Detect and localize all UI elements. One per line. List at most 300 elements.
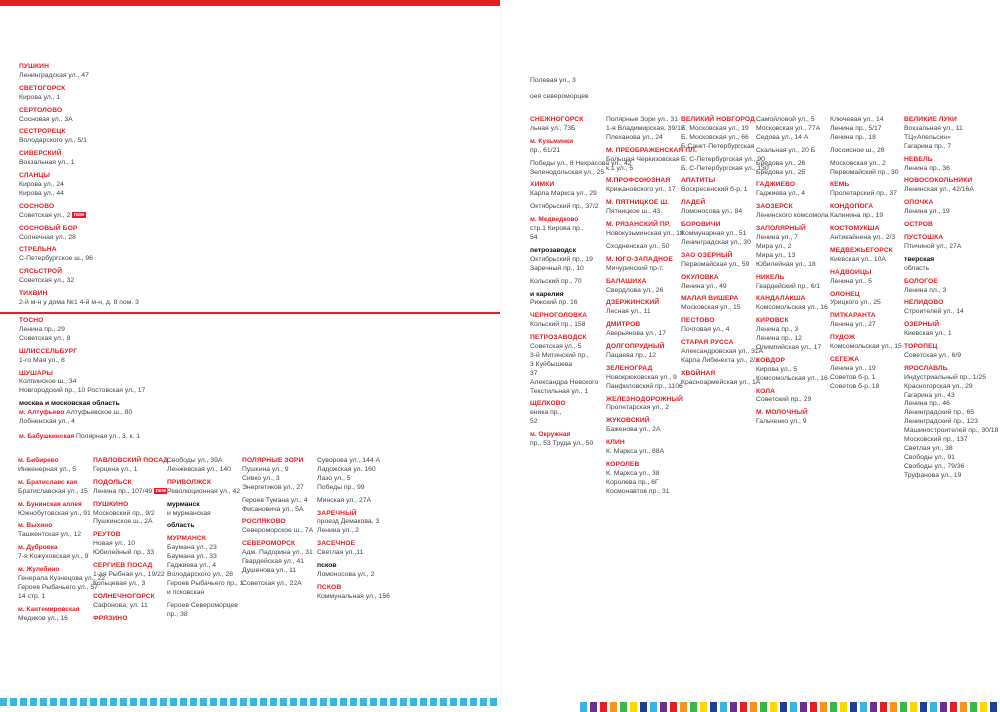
dash-segment [180,698,187,706]
dash-segment [60,698,67,706]
spacer [830,392,902,396]
city-heading: М. ЮГО-ЗАПАДНОЕ [606,255,673,263]
address-line: Ленина пр., 3 [756,326,799,334]
address-line: Советская ул., 6/9 [904,351,962,359]
city-heading: КОСТОМУКША [830,225,880,233]
dash-segment [480,698,487,706]
dash-segment [670,702,677,712]
spacer [606,497,697,501]
address-line: Победы пр., 99 [317,483,365,491]
column-4 [317,457,390,606]
address-line: к.1 ул., 5 [606,164,634,172]
address-line: Антикайнена ул., 2/3 [830,233,896,241]
address-line: Зеленодольская ул., 25 [530,168,605,176]
dash-segment [650,702,657,712]
address-line: Б. С-Петербургская ул., 90 [681,155,765,163]
address-line: 1-ая Рыбная ул., 19/22 [93,570,165,578]
address-line: Юбилейный пр., 33 [93,549,155,557]
dash-segment [770,702,777,712]
address-line: Гаджиева ул., 4 [756,190,806,198]
leningrad-oblast-list-2 [19,317,145,400]
address-line: Б.Санкт-Петербургская [681,142,755,150]
city-heading: ЗАСЕЧНОЕ [317,540,356,548]
metro-label: м. Бибирево [18,457,59,464]
address-line: Б. Московская ул., 19 [681,124,749,132]
address-line: Седова ул., 14 А [756,133,809,141]
dash-segment [350,698,357,706]
dash-segment [880,702,887,712]
address-line: Плеханова ул., 24 [606,133,663,141]
address-line: еника пр., [530,409,562,417]
city-heading: СВЕТОГОРСК [19,84,66,92]
address-line: Б. С-Петербургская ул., 130 [681,164,769,172]
address-line: Бредова ул., 26 [756,159,806,167]
column-5 [904,116,998,485]
metro-label: м. Алтуфьево [19,408,65,416]
column-4 [830,116,902,396]
city-heading: ТОРОПЕЦ [904,343,938,351]
city-heading: М. ПРЕОБРАЖЕНСКАЯ ПЛ. [606,146,697,154]
city-heading: СИВЕРСКИЙ [19,150,62,158]
address-line: Адм. Падорина ул., 31 [242,549,313,557]
dash-segment [330,698,337,706]
dash-segment [360,698,367,706]
city-heading: НИКЕЛЬ [756,273,785,281]
region-heading: область [167,522,195,530]
city-heading: НАДВОИЦЫ [830,268,872,276]
address-line: Южнобутовская ул., 91 [18,509,91,517]
address-line: Героев Рыбачьего ул., 57 [18,583,98,591]
address-line: Гвардейский пр., 6/1 [756,282,821,290]
address-line: Московская ул., 77А [756,124,821,132]
address-line: Советов б-р, 18 [830,382,880,390]
address-line: Лосоисное ш., 26 [830,146,885,154]
dash-segment [50,698,57,706]
address-line: Московский пр., 137 [904,436,968,444]
dash-segment [260,698,267,706]
new-badge: new [155,487,166,494]
address-line: Строителей ул., 14 [904,308,964,316]
address-line: Кирова ул., 5 [756,365,798,373]
dash-segment [970,702,977,712]
address-line: Кольский пр., 70 [530,277,582,285]
metro-label: м. Дубровка [18,544,58,552]
dash-segment [420,698,427,706]
dash-segment [150,698,157,706]
city-heading: ПОЛЯРНЫЕ ЗОРИ [242,457,304,464]
region-heading: тверская [904,255,935,263]
address-line: Комсомольская ул., 15 [830,343,902,351]
address-line: Братиславская ул., 15 [18,487,88,495]
address-line: Баженова ул., 2А [606,426,661,434]
address-line: ТЦ«Апельсин» [904,133,951,141]
address-line: Мира ул., 13 [756,251,796,259]
city-heading: ЖЕЛЕЗНОДОРОЖНЫЙ [606,395,683,403]
city-heading: СЕГЕЖА [830,355,860,363]
address-line: Вокзальная ул., 11 [904,124,963,132]
address-line: Гагарина пр., 7 [904,142,952,150]
dash-segment [860,702,867,712]
metro-label: м. Кантемировская [18,605,80,613]
address-line: Бредова ул., 25 [756,168,806,176]
address-line: Свободы ул., 39А [167,457,223,464]
dash-segment [140,698,147,706]
address-line: Пацаева пр., 12 [606,351,657,359]
address-line: пр., 38 [167,610,188,618]
dash-segment [380,698,387,706]
address-line: Новокрюковская ул., 9 [606,373,677,381]
address-line: и мурманская [167,509,211,517]
address-line: Ключевая ул., 14 [830,116,884,123]
city-heading: ПЕСТОВО [681,317,715,325]
address-line: Ленина пр., 46 [904,400,950,408]
address-line: Ладожская ул. 160 [317,465,376,473]
city-heading: СНЕЖНОГОРСК [530,116,584,123]
address-line: Киевская ул., 1 [904,330,952,338]
address-line: Баумана ул., 33 [167,553,217,561]
dash-segment [210,698,217,706]
address-line: Александра Невского [530,378,599,386]
address-line: Инженерная ул., 5 [18,465,77,473]
address-line: Красногорская ул., 29 [904,382,973,390]
address-line: 1-я Владимирская, 39/12 [606,124,685,132]
city-heading: ПСКОВ [317,583,342,591]
city-heading: СЛАНЦЫ [19,172,51,180]
dash-segment [200,698,207,706]
spacer [756,427,829,431]
address-line: Солнечная ул., 28 [19,233,76,241]
address-line: Новокузьминская ул., 18 [606,229,684,237]
section-divider [0,312,500,314]
address-line: Пушкина ул., 9 [242,465,289,473]
dash-segment [20,698,27,706]
address-line: Кирова ул., 1 [19,93,61,101]
dash-segment [900,702,907,712]
address-line: Светлая ул.,11 [317,549,364,557]
address-line: 1-го Мая ул., 8 [19,356,65,364]
dash-segment [890,702,897,712]
city-heading: НЕЛИДОВО [904,299,944,307]
address-line: Гаджиева ул., 4 [167,562,217,570]
spacer [19,308,139,312]
column-0 [18,457,105,628]
address-line: 14 стр. 1 [18,592,46,600]
spacer [18,624,105,628]
address-line: Победы ул., 8 Некрасова ул., 42 [530,159,632,167]
address-line: Самойловой ул., 5 [756,116,815,123]
address-line: Полевая ул., 3 [530,77,576,84]
city-heading: ЗЕЛЕНОГРАД [606,364,653,372]
address-line: Свердлова ул., 26 [606,286,664,294]
address-line: область [904,264,930,272]
address-line: Первомайский пр., 30 [830,168,899,176]
address-line: Ленинградский пр., 123 [904,418,978,426]
address-line: Ленина ул., 27 [830,321,876,329]
city-heading: НЕВЕЛЬ [904,155,933,163]
address-line: 7-я Кожуховская ул., 9 [18,553,89,561]
address-line: Ленина пр., 29 [19,325,65,333]
address-line: пр., 61/21 [530,146,561,154]
dash-segment [100,698,107,706]
city-heading: ЛАДЕЙ [681,199,706,207]
region-heading: и карелия [530,290,564,298]
dash-segment [840,702,847,712]
address-line: Мичуринский пр-т, [606,264,664,272]
address-line: Урицкого ул., 25 [830,299,881,307]
dash-segment [160,698,167,706]
address-line: Новгородский пр., 10 Ростовская ул., 17 [19,387,146,395]
address-line: Ленина ул., 19 [830,364,876,372]
dash-segment [610,702,617,712]
spacer [317,602,390,606]
address-line: Генерала Кузнецова ул., 22 [18,574,105,582]
city-heading: РОСЛЯКОВО [242,518,286,526]
address-line: Герцена ул., 1 [93,465,138,473]
address-line: Ломоносова ул., 2 [317,570,375,578]
address-line: Октябрьский пр., 19 [530,255,593,263]
dash-segment [790,702,797,712]
dash-segment [0,698,7,706]
new-badge: new [73,211,85,218]
address-line: Ленинградская ул., 30 [681,238,751,246]
dash-segment [690,702,697,712]
address-line: Пятницкое ш., 43 [606,208,661,216]
dash-segment [340,698,347,706]
dash-segment [310,698,317,706]
address-line: Колпинское ш., 34 [19,378,77,386]
address-line: Минская ул., 27А [317,496,372,504]
address-line: Космонавтов пр., 31 [606,487,670,495]
address-line: Заречный пр., 10 [530,264,584,272]
city-heading: ЩЕЛКОВО [530,400,566,408]
address-line: Героев Североморцев [167,601,238,609]
spacer [904,481,998,485]
dash-segment [800,702,807,712]
spacer [242,589,313,593]
dash-segment [740,702,747,712]
dash-segment [640,702,647,712]
address-line: Московская ул., 2 [830,159,886,167]
dash-segment [290,698,297,706]
city-heading: СЕСТРОРЕЦК [19,128,66,136]
city-heading: СЕВЕРОМОРСК [242,540,296,548]
address-line: Баумана ул., 23 [167,544,217,552]
address-line: Полярные Зори ул., 31 [606,116,679,123]
dash-segment [30,698,37,706]
column-3 [242,457,313,593]
address-line: Скальная ул., 20 Б [756,146,816,154]
address-line: Героев Тумана ул., 4 [242,496,308,504]
city-heading: КОЛА [756,387,776,395]
city-heading: М. ПЯТНИЦКОЕ Ш. [606,199,670,207]
address-line: С-Петербургское ш., 96 [19,255,93,263]
address-line: Энергетиков ул., 27 [242,483,304,491]
address-line: Героев Рыбачьего пр., 1 [167,579,244,587]
city-heading: ПУСТОШКА [904,233,944,241]
address-line: Индустриальный пр., 1/25 [904,373,986,381]
dash-segment [390,698,397,706]
address-line: Сосновая ул., 3А [19,115,73,123]
dash-segment [720,702,727,712]
address-line: Алтуфьевское ш., 80 [64,408,133,416]
address-line: 3 Куйбышева [530,360,573,368]
address-line: Крижановского ул., 17 [606,186,676,194]
city-heading: СТРЕЛЬНА [19,246,57,254]
address-line: Ленинская ул., 42/16А [904,186,974,194]
address-line: 2-й м-н у дома №1 4-й м-н, д. 8 пом. 3 [19,298,139,306]
address-line: стр.1 Кирова пр., [530,225,584,233]
dash-segment [750,702,757,712]
column-1 [93,457,168,628]
address-line: Полярная ул., 3, к. 1 [74,432,141,440]
address-line: Советская ул., 5 [530,343,582,351]
city-heading: МУРМАНСК [167,535,207,543]
dash-segment [220,698,227,706]
dash-segment [440,698,447,706]
dash-segment [120,698,127,706]
address-line: Почтовая ул., 4 [681,326,730,334]
dash-segment [950,702,957,712]
address-line: Ленина пр., 107/49 new [93,487,166,495]
address-line: Советская ул., 32 [19,277,75,285]
dash-segment [240,698,247,706]
address-line: Кольцевая ул., 3 [93,579,146,587]
city-heading: ВЕЛИКИЕ ЛУКИ [904,116,957,123]
city-heading: ПЕТРОЗАВОДСК [530,334,587,342]
city-heading: СОСНОВЫЙ БОР [19,224,78,232]
spacer [167,620,243,624]
dash-segment [930,702,937,712]
dash-segment [620,702,627,712]
address-line: Новая ул., 10 [93,540,136,548]
dash-segment [400,698,407,706]
city-heading: СЕРГИЕВ ПОСАД [93,562,153,570]
address-line: Североморское ш., 7А [242,527,314,535]
city-heading: ШУШАРЫ [19,369,54,377]
dash-segment [820,702,827,712]
address-line: Труфанова ул., 19 [904,471,962,479]
city-heading: ТИХВИН [19,290,48,298]
dash-segment [760,702,767,712]
address-line: Пролетарская ул., 2 [606,404,669,412]
dash-segment [190,698,197,706]
city-heading: МЕДВЕЖЬЕГОРСК [830,246,893,254]
column-2 [167,457,243,624]
dash-segment [700,702,707,712]
city-heading: ШЛИССЕЛЬБУРГ [19,347,78,355]
address-line: Красноармейская ул., 1А [681,378,761,386]
address-line: Ленжевская ул., 140 [167,465,231,473]
address-line: 52 [530,418,538,426]
region-heading: петрозаводск [530,246,576,254]
dash-segment [470,698,477,706]
dash-segment [660,702,667,712]
dash-segment [910,702,917,712]
address-line: Революционная ул., 42 [167,487,241,495]
dash-segment [680,702,687,712]
city-heading: БОРОВИЧИ [681,221,721,229]
address-line: Ленина пр., 18 [830,133,876,141]
address-line: Текстильная ул., 1 [530,387,589,395]
address-line: Юбилейная ул., 18 [756,260,816,268]
address-line: Гальченко ул., 9 [756,418,807,426]
city-heading: КОВДОР [756,356,786,364]
city-heading: ПУДОЖ [830,334,856,342]
address-line: Вокзальная ул., 1 [19,159,75,167]
address-line: Калинина пр., 19 [830,212,884,220]
address-line: Ленина пр., 5/17 [830,124,882,132]
region-heading: псков [317,562,337,570]
address-line: Володарского ул., 5/1 [19,137,87,145]
address-line: Ленина ул., 2 [317,527,359,535]
region-title: москва и московская область [19,400,120,407]
dash-segment [40,698,47,706]
address-line: Ленина пл., 3 [904,286,947,294]
address-line: Фисановича ул., 5А [242,505,304,513]
address-line: пр., 53 Труда ул., 50 [530,440,594,448]
city-heading: КАНДАЛАКША [756,295,806,303]
address-line: Карла Маркса ул., 29 [530,190,597,198]
dash-segment [940,702,947,712]
city-heading: НОВОСОКОЛЬНИКИ [904,177,973,185]
city-heading: БОЛОГОЕ [904,277,938,285]
dash-segment [450,698,457,706]
city-heading: ОКУЛОВКА [681,273,719,281]
address-line: Сивко ул., 3 [242,474,280,482]
address-line: Ленина ул., 49 [681,282,727,290]
address-line: Мира ул., 2 [756,242,792,250]
city-heading: ДОЛГОПРУДНЫЙ [606,343,665,351]
city-heading: ЧЕРНОГОЛОВКА [530,312,588,320]
top-red-bar [0,0,500,6]
city-heading: РЕУТОВ [93,531,121,539]
spacer [93,624,168,628]
city-heading: ПУШКИН [19,63,50,70]
city-heading: ПУШКИНО [93,500,129,508]
address-line: Королева пр., 6Г [606,478,659,486]
city-heading: ОСТРОВ [904,221,933,229]
address-line: Ленина пр., 12 [756,335,802,343]
address-line: Володарского ул., 28 [167,570,234,578]
address-line: Б. Московская ул., 66 [681,133,749,141]
dash-segment [410,698,417,706]
address-line: Советский пр., 29 [756,396,812,404]
address-line: Кирова ул., 44 [19,189,64,197]
address-line: Коммунальная ул., 156 [317,592,390,600]
dash-segment [730,702,737,712]
city-heading: ОЗЕРНЫЙ [904,321,940,329]
dash-segment [850,702,857,712]
dash-segment [590,702,597,712]
dash-segment [250,698,257,706]
address-line: Свободы ул., 79/36 [904,462,965,470]
address-line: Пролетарский пр., 37 [830,190,897,198]
address-line: Сходненская ул., 50 [606,242,670,250]
city-heading: СОСНОВО [19,202,55,210]
address-line: Светлая ул., 38 [904,445,953,452]
address-line: 37 [530,369,538,377]
address-line: Гагарина ул., 43 [904,391,955,399]
city-heading: ЗАРЕЧНЫЙ [317,509,357,517]
region-heading: мурманск [167,500,200,508]
metro-label: м. Бунинская аллея [18,500,82,508]
metro-label: м. Жулебино [18,566,60,574]
address-line: Первомайская ул., 59 [681,260,750,268]
address-line: Комсомольская ул., 16 [756,374,828,382]
address-line: и псковская [167,588,205,596]
dash-segment [780,702,787,712]
city-heading: М. МОЛОЧНЫЙ [756,409,808,417]
